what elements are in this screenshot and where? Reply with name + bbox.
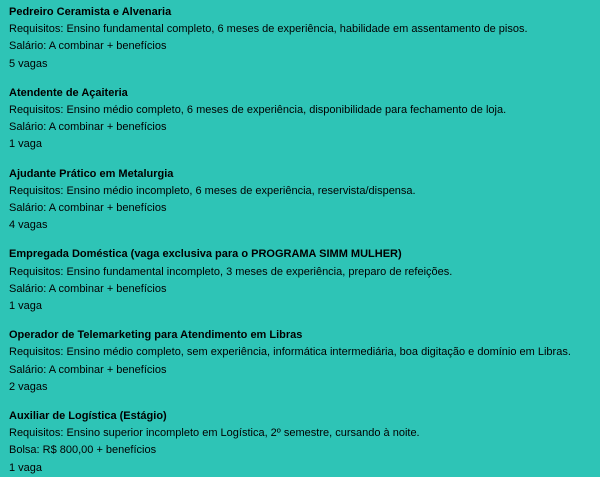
job-listing <box>9 85 600 154</box>
job-title: Pedreiro Ceramista e Alvenaria <box>9 6 172 18</box>
job-openings: 4 vagas <box>9 219 48 232</box>
job-salary: Salário: A combinar + benefícios <box>9 282 167 295</box>
job-title: Auxiliar de Logística (Estágio) <box>9 410 167 423</box>
job-title: Ajudante Prático em Metalurgia <box>9 167 174 180</box>
job-openings: 2 vagas <box>9 380 48 393</box>
job-title: Operador de Telemarketing para Atendimento em Libras <box>9 329 303 342</box>
job-title: Empregada Doméstica (vaga exclusiva para o PROGRAMA SIMM MULHER) <box>9 248 402 261</box>
job-requirements: Requisitos: Ensino médio completo, sem experiência, informática intermediária, boa digitação e domínio em Libras. <box>9 346 571 359</box>
job-requirements: Requisitos: Ensino fundamental incompleto, 3 meses de experiência, preparo de refeições. <box>9 265 453 278</box>
job-salary: Salário: A combinar + benefícios <box>9 202 167 215</box>
job-salary: Bolsa: R$ 800,00 + benefícios <box>9 444 157 457</box>
job-salary: Salário: A combinar + benefícios <box>9 40 167 53</box>
job-requirements: Requisitos: Ensino fundamental completo, 6 meses de experiência, habilidade em assentamento de pisos. <box>9 23 528 36</box>
job-openings: 5 vagas <box>9 57 48 70</box>
job-salary: Salário: A combinar + benefícios <box>9 121 167 134</box>
job-listing <box>9 166 600 235</box>
job-listing <box>9 4 600 73</box>
job-salary: Salário: A combinar + benefícios <box>9 363 167 376</box>
job-title: Atendente de Açaiteria <box>9 86 128 99</box>
job-openings: 1 vaga <box>9 138 43 151</box>
job-openings: 1 vaga <box>9 300 43 313</box>
job-listing <box>9 408 600 477</box>
job-requirements: Requisitos: Ensino médio incompleto, 6 meses de experiência, reservista/dispensa. <box>9 184 416 197</box>
job-openings: 1 vaga <box>9 461 43 474</box>
job-listing <box>9 327 600 396</box>
job-requirements: Requisitos: Ensino médio completo, 6 meses de experiência, disponibilidade para fechamento de loja. <box>9 104 507 117</box>
job-listing <box>9 246 600 315</box>
job-requirements: Requisitos: Ensino superior incompleto em Logística, 2º semestre, cursando à noite. <box>9 427 420 440</box>
